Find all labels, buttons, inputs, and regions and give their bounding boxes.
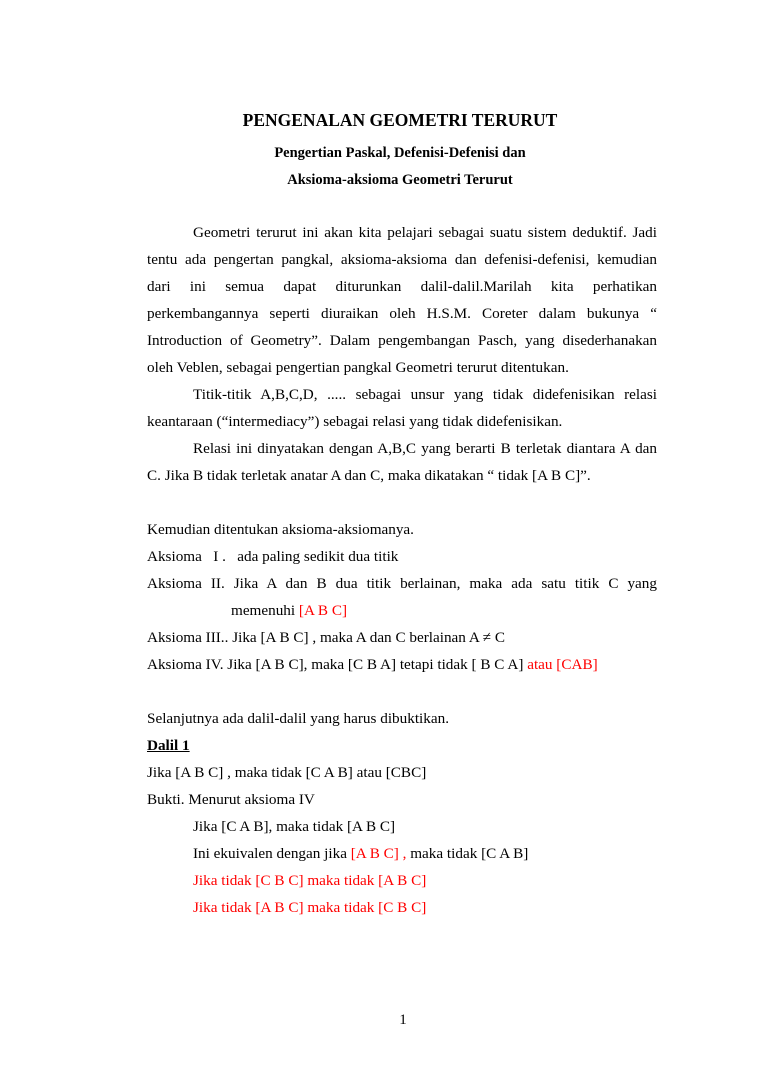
- page-number: 1: [399, 1012, 407, 1028]
- axiom-4-red-text: atau [CAB]: [527, 656, 598, 673]
- paragraph-1-line-3: dari ini semua dapat diturunkan dalil-dalil.Marilah kita perhatikan: [147, 278, 657, 295]
- proof-line-4: Jika tidak [A B C] maka tidak [C B C]: [193, 899, 427, 916]
- proof-line-2-text-a: Ini ekuivalen dengan jika: [193, 845, 347, 862]
- proof-line-2-text-b: maka tidak [C A B]: [410, 845, 529, 862]
- axioms-intro: Kemudian ditentukan aksioma-aksiomanya.: [147, 521, 414, 538]
- paragraph-2-line-2: keantaraan (“intermediacy”) sebagai relasi yang tidak didefenisikan.: [147, 413, 563, 430]
- axiom-2-text: memenuhi: [231, 602, 296, 619]
- paragraph-2-line-1: Titik-titik A,B,C,D, ..... sebagai unsur yang tidak didefenisikan relasi: [193, 386, 657, 403]
- dalil-statement: Jika [A B C] , maka tidak [C A B] atau [CBC]: [147, 764, 427, 781]
- paragraph-3-line-2: C. Jika B tidak terletak anatar A dan C, maka dikatakan “ tidak [A B C]”.: [147, 467, 591, 484]
- paragraph-1-line-6: oleh Veblen, sebagai pengertian pangkal Geometri terurut ditentukan.: [147, 359, 569, 376]
- axiom-2-line-2: [231, 602, 741, 620]
- axiom-1: Aksioma I . ada paling sedikit dua titik: [147, 548, 399, 565]
- paragraph-1-line-2: tentu ada pengertan pangkal, aksioma-aksioma dan defenisi-defenisi, kemudian: [147, 251, 657, 268]
- proof-intro: Bukti. Menurut aksioma IV: [147, 791, 315, 808]
- proof-line-2-red-text: [A B C] ,: [350, 845, 407, 862]
- subtitle-line-2: Aksioma-aksioma Geometri Terurut: [287, 172, 513, 188]
- proof-line-2: [193, 845, 657, 863]
- paragraph-1-line-1: Geometri terurut ini akan kita pelajari sebagai suatu sistem deduktif. Jadi: [193, 224, 657, 241]
- axiom-2-line-1: Aksioma II. Jika A dan B dua titik berlainan, maka ada satu titik C yang: [147, 575, 657, 592]
- proof-line-3: Jika tidak [C B C] maka tidak [A B C]: [193, 872, 427, 889]
- axiom-4-text: Aksioma IV. Jika [A B C], maka [C B A] tetapi tidak [ B C A]: [147, 656, 524, 673]
- axiom-4: [147, 656, 657, 674]
- proof-line-1: Jika [C A B], maka tidak [A B C]: [193, 818, 396, 835]
- paragraph-3-line-1: Relasi ini dinyatakan dengan A,B,C yang berarti B terletak diantara A dan: [193, 440, 657, 457]
- theorems-intro: Selanjutnya ada dalil-dalil yang harus dibuktikan.: [147, 710, 449, 727]
- axiom-2-red-text: [A B C]: [298, 602, 348, 619]
- page-title: PENGENALAN GEOMETRI TERURUT: [242, 110, 558, 130]
- paragraph-1-line-4: perkembangannya seperti diuraikan oleh H.S.M. Coreter dalam bukunya “: [147, 305, 657, 322]
- dalil-heading: Dalil 1: [147, 737, 190, 754]
- paragraph-1-line-5: Introduction of Geometry”. Dalam pengembangan Pasch, yang disederhanakan: [147, 332, 657, 349]
- subtitle-line-1: Pengertian Paskal, Defenisi-Defenisi dan: [274, 145, 526, 161]
- axiom-3: Aksioma III.. Jika [A B C] , maka A dan C berlainan A ≠ C: [147, 629, 506, 646]
